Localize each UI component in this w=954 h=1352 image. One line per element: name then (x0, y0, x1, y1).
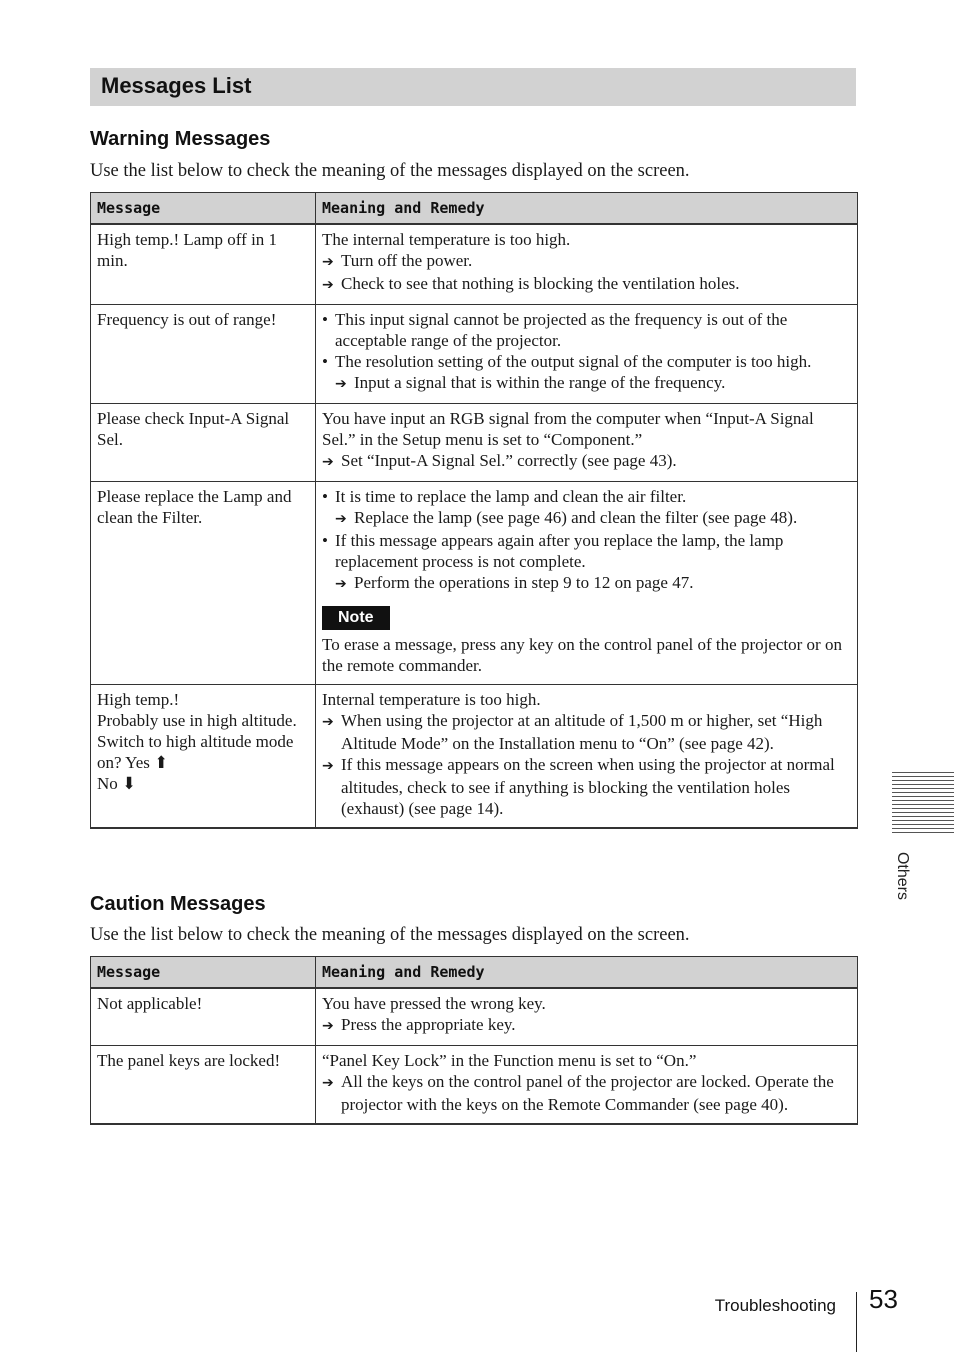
column-header-meaning: Meaning and Remedy (316, 957, 858, 989)
bullet-icon: • (322, 310, 328, 329)
item-text: The internal temperature is too high. (322, 230, 571, 249)
message-cell (91, 988, 316, 1046)
message-text: High temp.! (97, 690, 180, 709)
item-text: To erase a message, press any key on the control panel of the projector or on the remote commander. (322, 635, 842, 675)
item-text: The resolution setting of the output signal of the computer is too high. (335, 352, 812, 371)
bullet-item (322, 351, 851, 372)
meaning-cell (316, 404, 858, 482)
remedy-item (322, 1071, 851, 1115)
warning-table-header (91, 193, 858, 225)
remedy-item (322, 710, 851, 754)
remedy-item (322, 250, 851, 273)
section-tab-lines (892, 772, 954, 836)
meaning-cell (316, 305, 858, 404)
item-text: Input a signal that is within the range of the frequency. (354, 373, 726, 392)
item-text: When using the projector at an altitude of 1,500 m or higher, set “High Altitude Mode” on the Installation menu to “On” (see page 42). (341, 711, 823, 753)
meaning-cell (316, 224, 858, 305)
message-cell (91, 482, 316, 685)
arrow-right-icon: ➔ (322, 758, 334, 774)
message-text: Please replace the Lamp and clean the Filter. (97, 487, 292, 527)
arrow-right-icon: ➔ (322, 454, 334, 470)
table-row (91, 1046, 858, 1125)
page-title: Messages List (101, 73, 252, 98)
footer-section-name: Troubleshooting (714, 1296, 836, 1315)
table-row (91, 404, 858, 482)
meaning-cell (316, 1046, 858, 1125)
table-row (91, 685, 858, 829)
bullet-item (322, 530, 851, 572)
remedy-item (322, 450, 851, 473)
meaning-text (322, 993, 851, 1014)
note-label: Note (322, 606, 390, 630)
page-number: 53 (869, 1284, 898, 1314)
item-text: Replace the lamp (see page 46) and clean the filter (see page 48). (354, 508, 798, 527)
message-cell (91, 305, 316, 404)
arrow-right-icon: ➔ (322, 1075, 334, 1091)
arrow-right-icon: ➔ (335, 376, 347, 392)
item-text: This input signal cannot be projected as the frequency is out of the acceptable range of the projector. (335, 310, 788, 350)
message-cell (91, 1046, 316, 1125)
remedy-item (335, 372, 851, 395)
item-text: Turn off the power. (341, 251, 473, 270)
remedy-item (322, 754, 851, 819)
message-cell (91, 224, 316, 305)
item-text: Set “Input-A Signal Sel.” correctly (see page 43). (341, 451, 677, 470)
message-text: The panel keys are locked! (97, 1051, 281, 1070)
bullet-item (322, 309, 851, 351)
caution-table-header (91, 957, 858, 989)
remedy-item (335, 507, 851, 530)
meaning-cell (316, 482, 858, 685)
arrow-right-icon: ➔ (322, 254, 334, 270)
meaning-text (322, 408, 851, 450)
warning-heading: Warning Messages (90, 128, 271, 150)
item-text: “Panel Key Lock” in the Function menu is set to “On.” (322, 1051, 697, 1070)
table-row (91, 305, 858, 404)
footer-divider (856, 1292, 857, 1352)
remedy-item (335, 572, 851, 595)
message-text: Frequency is out of range! (97, 310, 277, 329)
item-text: It is time to replace the lamp and clean the air filter. (335, 487, 687, 506)
arrow-right-icon: ➔ (335, 576, 347, 592)
caution-heading: Caution Messages (90, 893, 266, 915)
message-text: Please check Input-A Signal Sel. (97, 409, 290, 449)
meaning-text (322, 1050, 851, 1071)
table-row (91, 224, 858, 305)
message-text: Not applicable! (97, 994, 203, 1013)
meaning-text (322, 689, 851, 710)
bullet-icon: • (322, 487, 328, 506)
item-text: Internal temperature is too high. (322, 690, 541, 709)
bullet-icon: • (322, 531, 328, 550)
remedy-item (322, 1014, 851, 1037)
item-text: Check to see that nothing is blocking the ventilation holes. (341, 274, 740, 293)
warning-table (90, 192, 858, 829)
arrow-right-icon: ➔ (322, 1018, 334, 1034)
page-title-bar (90, 68, 856, 106)
bullet-icon: • (322, 352, 328, 371)
table-row (91, 988, 858, 1046)
column-header-message: Message (91, 193, 316, 225)
arrow-right-icon: ➔ (322, 714, 334, 730)
message-text: Probably use in high altitude. Switch to high altitude mode on? Yes ⬆ (97, 711, 297, 772)
message-cell (91, 404, 316, 482)
caution-table (90, 956, 858, 1125)
item-text: You have pressed the wrong key. (322, 994, 546, 1013)
bullet-item (322, 486, 851, 507)
item-text: All the keys on the control panel of the projector are locked. Operate the projector with the keys on the Remote Commander (see page 40). (341, 1072, 834, 1114)
meaning-text (322, 229, 851, 250)
remedy-item (322, 273, 851, 296)
item-text: If this message appears on the screen when using the projector at normal altitudes, check to see if anything is blocking the ventilation holes (exhaust) (see page 14). (341, 755, 835, 818)
meaning-cell (316, 988, 858, 1046)
arrow-right-icon: ➔ (322, 277, 334, 293)
message-cell (91, 685, 316, 829)
message-text: High temp.! Lamp off in 1 min. (97, 230, 278, 270)
table-row (91, 482, 858, 685)
arrow-right-icon: ➔ (335, 511, 347, 527)
item-text: You have input an RGB signal from the computer when “Input-A Signal Sel.” in the Setup menu is set to “Component.” (322, 409, 814, 449)
caution-intro: Use the list below to check the meaning of the messages displayed on the screen. (90, 925, 690, 945)
meaning-text (322, 634, 851, 676)
meaning-cell (316, 685, 858, 829)
column-header-message: Message (91, 957, 316, 989)
item-text: If this message appears again after you replace the lamp, the lamp replacement process is not complete. (335, 531, 784, 571)
item-text: Press the appropriate key. (341, 1015, 516, 1034)
column-header-meaning: Meaning and Remedy (316, 193, 858, 225)
item-text: Perform the operations in step 9 to 12 on page 47. (354, 573, 694, 592)
warning-intro: Use the list below to check the meaning of the messages displayed on the screen. (90, 161, 690, 181)
section-tab-label: Others (894, 851, 911, 900)
message-text: No ⬇ (97, 774, 137, 793)
